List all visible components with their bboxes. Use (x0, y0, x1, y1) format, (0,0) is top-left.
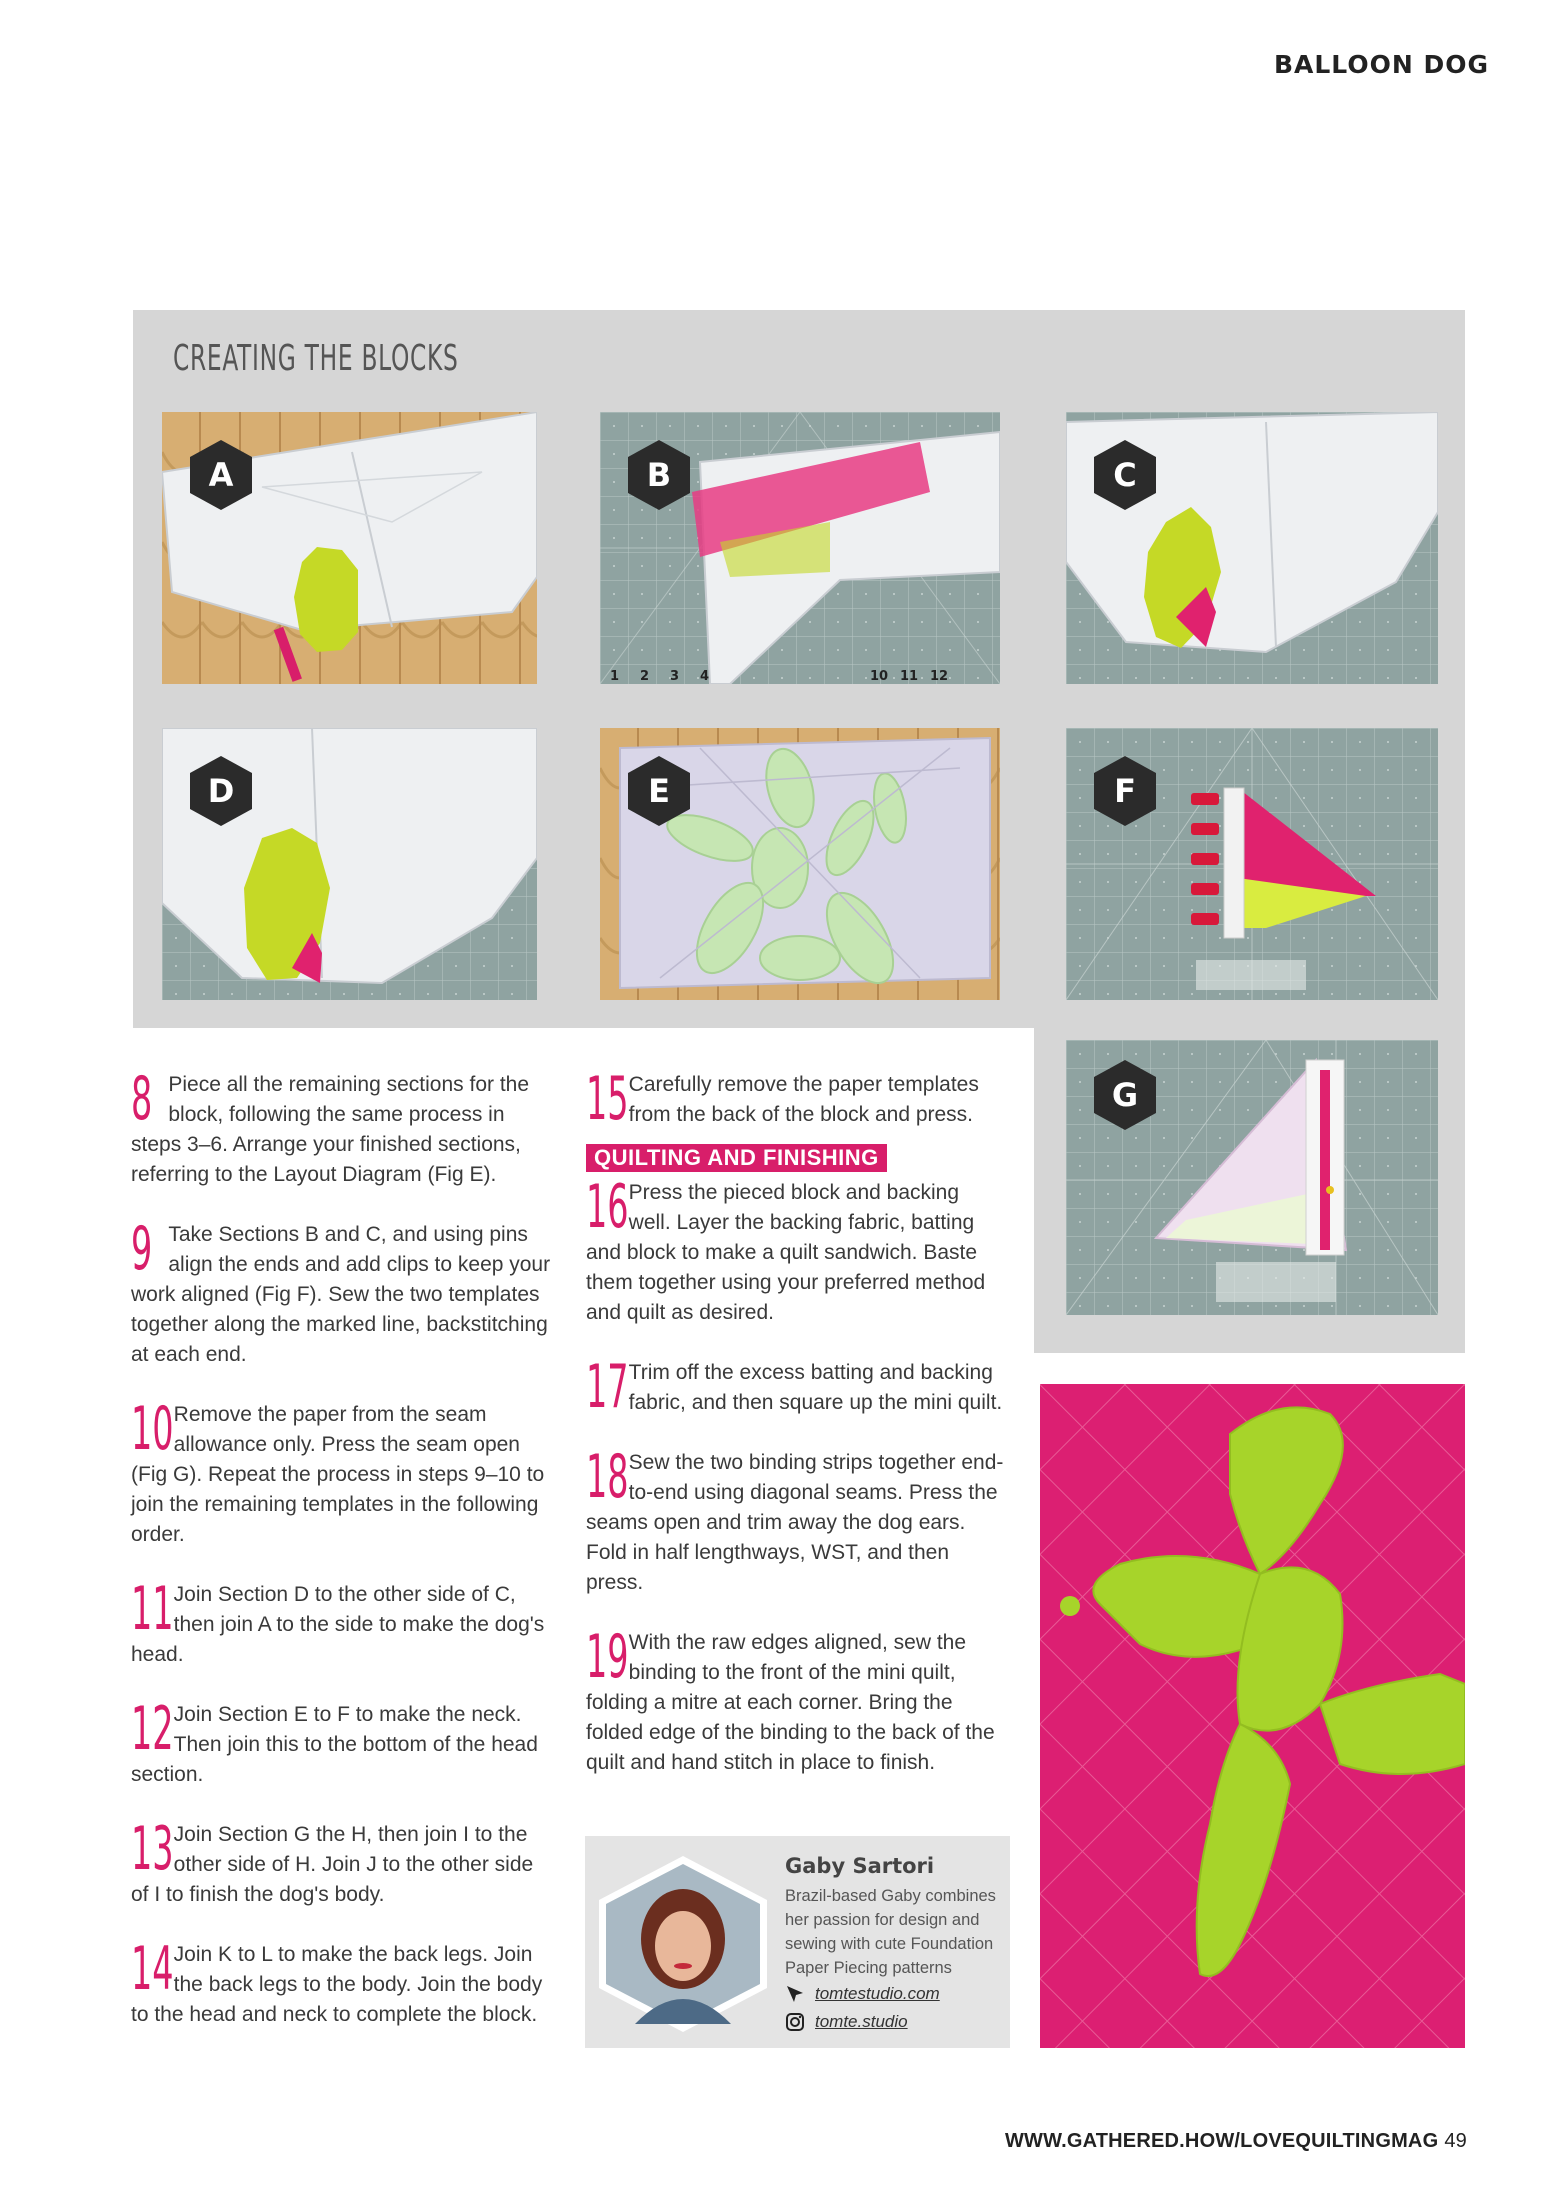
cursor-icon (785, 1984, 805, 2004)
step-15: 15 Carefully remove the paper templates from the back of the block and press. (586, 1064, 979, 1134)
figure-g-badge (1094, 1060, 1156, 1130)
figure-f-photo (1066, 728, 1438, 1000)
figure-a-label: A (208, 456, 234, 494)
figure-c-label: C (1113, 456, 1137, 494)
figure-f-badge (1094, 756, 1156, 826)
step-14: 14 Join K to L to make the back legs. Join the back legs to the body. Join the body to the head and neck to complete the block. (131, 1934, 543, 2026)
svg-text:3: 3 (670, 669, 680, 684)
designer-description: Brazil-based Gaby combines her passion for design and sewing with cute Foundation Paper Piecing patterns (785, 1887, 996, 1977)
step-16: 16 Press the pieced block and backing well. Layer the backing fabric, batting and block to make a quilt sandwich. Baste them together using your preferred method and quilt as desired. (586, 1172, 986, 1324)
step-16-text: Press the pieced block and backing well. Layer the backing fabric, batting and block to make a quilt sandwich. Baste them together using your preferred method and quilt as desired. (586, 1181, 986, 1324)
figure-c-badge (1094, 440, 1156, 510)
figure-d-photo (162, 728, 537, 1000)
svg-text:4: 4 (700, 669, 710, 684)
step-14-text: Join K to L to make the back legs. Join the back legs to the body. Join the body to the head and neck to complete the block. (131, 1943, 543, 2026)
steps-left-column (131, 1064, 555, 2060)
svg-text:1: 1 (610, 669, 620, 684)
figure-d-label: D (207, 772, 235, 810)
step-9: 9 Take Sections B and C, and using pins align the ends and add clips to keep your work aligned (Fig F). Sew the two templates together along the marked line, backstitching at each end. (131, 1214, 551, 1366)
website-link[interactable] (785, 1984, 940, 2004)
figure-a-badge (190, 440, 252, 510)
figure-b-photo (600, 412, 1000, 684)
step-12-text: Join Section E to F to make the neck. Then join this to the bottom of the head section. (131, 1703, 538, 1786)
step-10-text: Remove the paper from the seam allowance only. Press the seam open (Fig G). Repeat the process in steps 9–10 to join the remaining templates in the following order. (131, 1403, 545, 1546)
quilting-heading: QUILTING AND FINISHING (586, 1134, 1006, 1178)
step-10: 10 Remove the paper from the seam allowance only. Press the seam open (Fig G). Repeat the process in steps 9–10 to join the remaining templates in the following order. (131, 1394, 545, 1546)
figure-b-badge (628, 440, 690, 510)
figure-e-badge (628, 756, 690, 826)
step-13-text: Join Section G the H, then join I to the other side of H. Join J to the other side of I to finish the dog's body. (131, 1823, 534, 1906)
instagram-link[interactable] (785, 2012, 908, 2032)
step-17: 17 Trim off the excess batting and backing fabric, and then square up the mini quilt. (586, 1352, 1003, 1422)
figure-g-photo (1066, 1040, 1438, 1315)
footer-url: WWW.GATHERED.HOW/LOVEQUILTINGMAG (1004, 2130, 1439, 2152)
designer-photo (595, 1854, 771, 2034)
figure-a-photo (162, 412, 537, 684)
designer-name: Gaby Sartori (785, 1854, 935, 1878)
step-18: 18 Sew the two binding strips together end-to-end using diagonal seams. Press the seams open and trim away the dog ears. Fold in half lengthways, WST, and then press. (586, 1442, 1004, 1594)
figure-f-label: F (1114, 772, 1136, 810)
designer-bio (585, 1836, 1010, 2048)
instagram-link-text: tomte.studio (815, 2012, 908, 2031)
figure-e-label: E (648, 772, 670, 810)
step-19-text: With the raw edges aligned, sew the binding to the front of the mini quilt, folding a mitre at each corner. Bring the folded edge of the binding to the back of the quilt and hand stitch in place to finish. (586, 1631, 995, 1774)
step-11-text: Join Section D to the other side of C, then join A to the side to make the dog's head. (131, 1583, 545, 1666)
step-8-text: Piece all the remaining sections for the block, following the same process in steps 3–6. Arrange your finished sections, referring to the Layout Diagram (Fig E). (131, 1073, 530, 1186)
step-13: 13 Join Section G the H, then join I to the other side of H. Join J to the other side of I to finish the dog's body. (131, 1814, 534, 1906)
svg-text:10: 10 (870, 669, 889, 684)
page-header: BALLOON DOG (1273, 50, 1489, 79)
step-12: 12 Join Section E to F to make the neck. Then join this to the bottom of the head section. (131, 1694, 538, 1786)
website-link-text: tomtestudio.com (815, 1984, 940, 2003)
step-11: 11 Join Section D to the other side of C, then join A to the side to make the dog's head. (131, 1574, 545, 1666)
step-9-text: Take Sections B and C, and using pins align the ends and add clips to keep your work aligned (Fig F). Sew the two templates together along the marked line, backstitching at each end. (131, 1223, 551, 1366)
finished-quilt-photo (1040, 1384, 1465, 2048)
panel-title: CREATING THE BLOCKS (173, 338, 459, 379)
svg-text:12: 12 (930, 669, 949, 684)
step-18-text: Sew the two binding strips together end-to-end using diagonal seams. Press the seams open and trim away the dog ears. Fold in half lengthways, WST, and then press. (586, 1451, 1004, 1594)
instagram-icon (785, 2012, 805, 2032)
step-19: 19 With the raw edges aligned, sew the binding to the front of the mini quilt, folding a mitre at each corner. Bring the folded edge of the binding to the back of the quilt and hand stitch in place to finish. (586, 1622, 995, 1774)
page-number: 49 (1444, 2130, 1467, 2152)
step-15-text: Carefully remove the paper templates from the back of the block and press. (628, 1073, 979, 1126)
figure-b-label: B (646, 456, 672, 494)
page-footer (1005, 2130, 1467, 2153)
step-17-text: Trim off the excess batting and backing fabric, and then square up the mini quilt. (628, 1361, 1003, 1414)
step-8: 8 Piece all the remaining sections for the block, following the same process in steps 3–6. Arrange your finished sections, referring to the Layout Diagram (Fig E). (131, 1064, 530, 1186)
svg-text:11: 11 (900, 669, 919, 684)
svg-text:2: 2 (640, 669, 650, 684)
figure-e-photo (600, 728, 1000, 1000)
figure-c-photo (1066, 412, 1438, 684)
figure-g-label: G (1111, 1076, 1139, 1114)
figure-d-badge (190, 756, 252, 826)
steps-middle-column (586, 1064, 1006, 1808)
